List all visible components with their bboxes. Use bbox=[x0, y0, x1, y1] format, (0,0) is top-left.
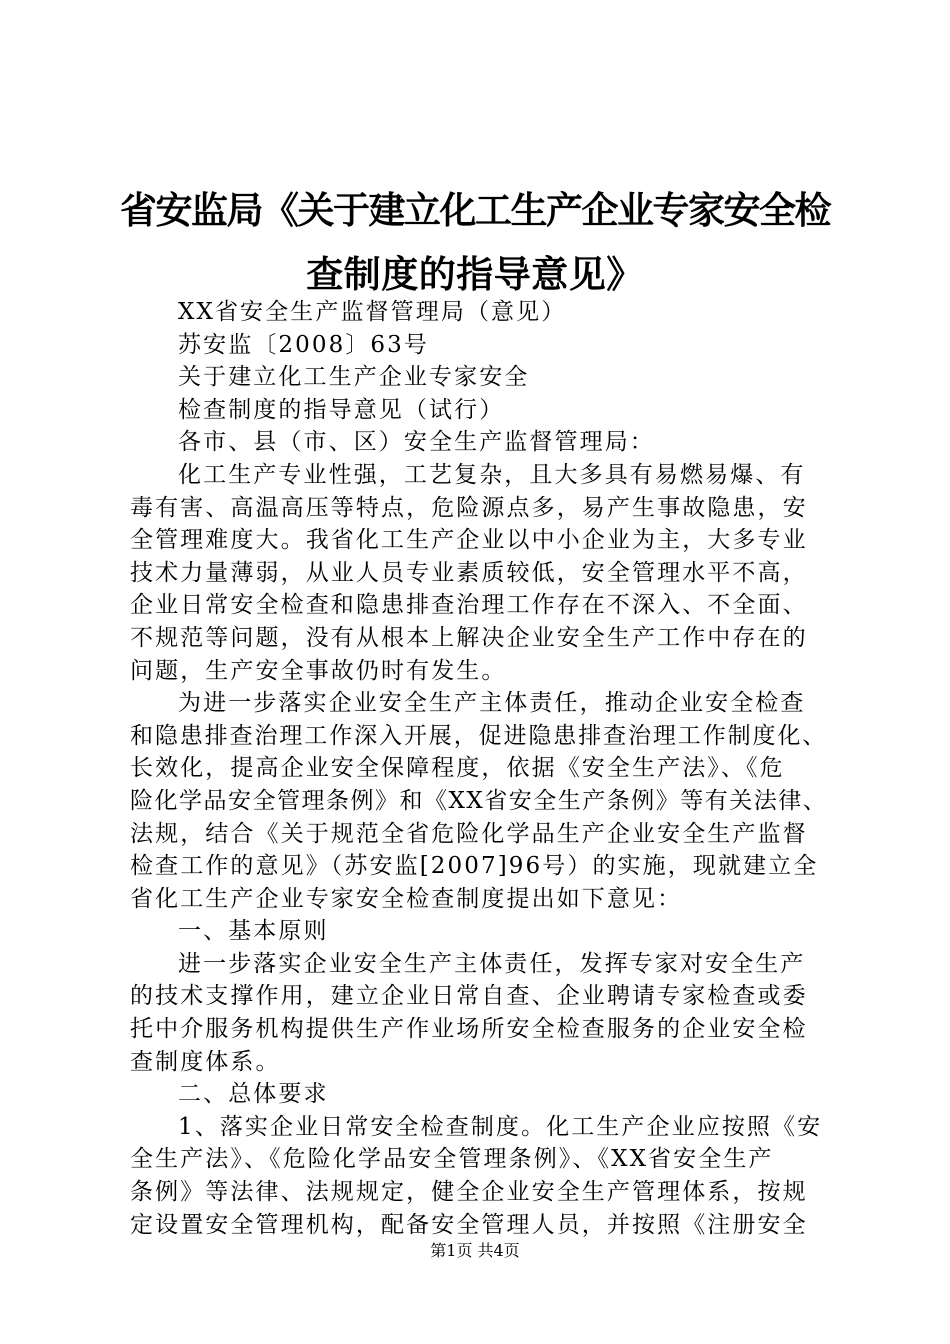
body-line: 不规范等问题，没有从根本上解决企业安全生产工作中存在的 bbox=[130, 624, 808, 651]
body-line: 为进一步落实企业安全生产主体责任，推动企业安全检查 bbox=[178, 690, 806, 717]
title-line: 省安监局《关于建立化工生产企业专家安全检 bbox=[120, 188, 830, 232]
body-line: 条例》等法律、法规规定，健全企业安全生产管理体系，按规 bbox=[130, 1179, 808, 1206]
body-line: 化工生产专业性强，工艺复杂，且大多具有易燃易爆、有 bbox=[178, 461, 806, 488]
body-line: 和隐患排查治理工作深入开展，促进隐患排查治理工作制度化、 bbox=[130, 722, 828, 749]
body-line: 各市、县（市、区）安全生产监督管理局： bbox=[178, 429, 655, 456]
body-line: 查制度体系。 bbox=[130, 1048, 281, 1075]
body-line: 定设置安全管理机构，配备安全管理人员，并按照《注册安全 bbox=[130, 1211, 808, 1238]
page-footer: 第1页 共4页 bbox=[430, 1241, 520, 1260]
body-line: 关于建立化工生产企业专家安全 bbox=[178, 364, 530, 391]
title-line: 查制度的指导意见》 bbox=[306, 252, 644, 296]
body-line: 二、总体要求 bbox=[178, 1081, 329, 1108]
body-line: 全生产法》、《危险化学品安全管理条例》、《XX省安全生产 bbox=[130, 1146, 774, 1173]
body-line: 企业日常安全检查和隐患排查治理工作存在不深入、不全面、 bbox=[130, 592, 808, 619]
document-body bbox=[130, 296, 830, 1241]
body-line: 的技术支撑作用，建立企业日常自查、企业聘请专家检查或委 bbox=[130, 983, 808, 1010]
body-line: 1、落实企业日常安全检查制度。化工生产企业应按照《安 bbox=[178, 1113, 823, 1140]
body-line: 检查制度的指导意见（试行） bbox=[178, 396, 505, 423]
body-line: 进一步落实企业安全生产主体责任，发挥专家对安全生产 bbox=[178, 950, 806, 977]
body-line: 托中介服务机构提供生产作业场所安全检查服务的企业安全检 bbox=[130, 1016, 808, 1043]
body-line: 问题，生产安全事故仍时有发生。 bbox=[130, 657, 507, 684]
body-line: 省化工生产企业专家安全检查制度提出如下意见： bbox=[130, 885, 683, 912]
body-line: 长效化，提高企业安全保障程度，依据《安全生产法》、《危 bbox=[130, 755, 785, 782]
body-line: 毒有害、高温高压等特点，危险源点多，易产生事故隐患，安 bbox=[130, 494, 808, 521]
body-line: XX省安全生产监督管理局（意见） bbox=[178, 299, 567, 325]
body-line: 险化学品安全管理条例》和《XX省安全生产条例》等有关法律、 bbox=[130, 787, 828, 814]
body-line: 全管理难度大。我省化工生产企业以中小企业为主，大多专业 bbox=[130, 527, 808, 554]
body-line: 一、基本原则 bbox=[178, 918, 329, 945]
document-title bbox=[120, 178, 830, 306]
body-line: 技术力量薄弱，从业人员专业素质较低，安全管理水平不高， bbox=[130, 559, 808, 586]
body-line: 苏安监〔2008〕63号 bbox=[178, 331, 429, 358]
body-line: 检查工作的意见》（苏安监[2007]96号）的实施，现就建立全 bbox=[130, 853, 819, 880]
body-line: 法规，结合《关于规范全省危险化学品生产企业安全生产监督 bbox=[130, 820, 808, 847]
